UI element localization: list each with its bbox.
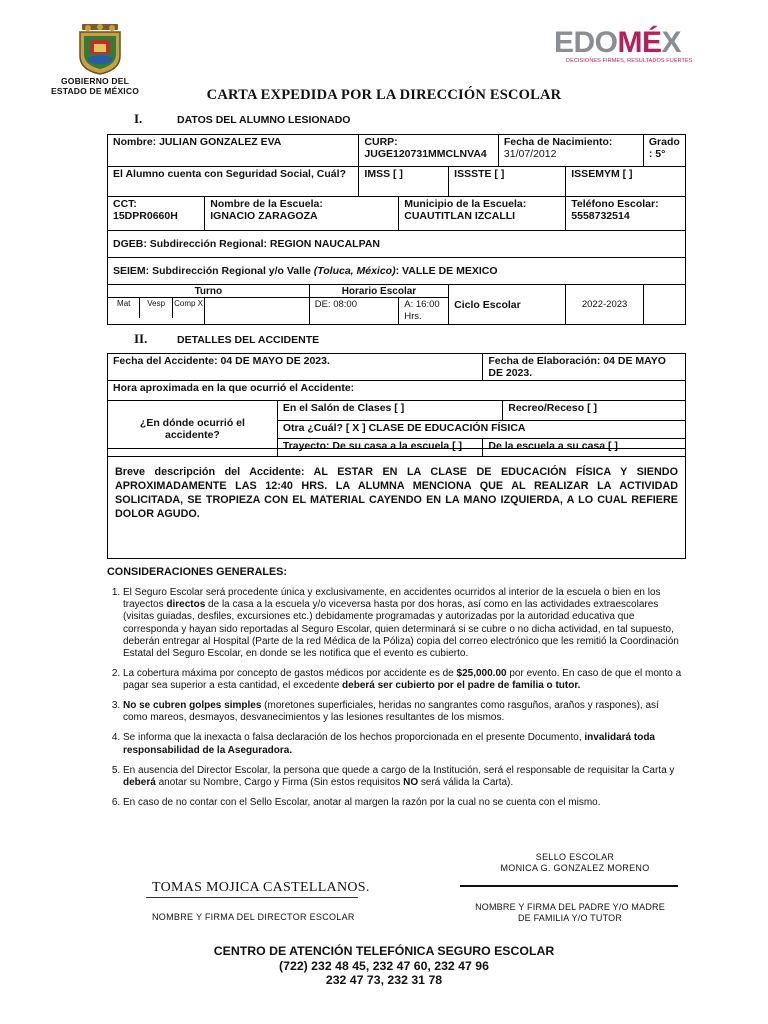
municipality-cell: Municipio de la Escuela: CUAUTITLAN IZCALLI [399, 197, 566, 231]
issemym-option: ISSEMYM [ ] [566, 167, 686, 197]
classroom-option: En el Salón de Clases [ ] [277, 401, 502, 421]
section-1-number: I. [134, 111, 143, 126]
shift-mat: Mat [108, 298, 140, 318]
empty-cell [643, 285, 685, 325]
schedule-from: DE: 08:00 [309, 298, 399, 325]
grade-cell: Grado : 5° [643, 135, 685, 167]
considerations-list [106, 587, 686, 817]
director-signature-line [146, 897, 358, 898]
school-year-label: Ciclo Escolar [449, 285, 566, 325]
document-title: CARTA EXPEDIDA POR LA DIRECCIÓN ESCOLAR [206, 87, 562, 103]
cct-cell: CCT: 15DPR0660H [108, 197, 205, 231]
social-security-question: El Alumno cuenta con Seguridad Social, Cuál? [108, 167, 359, 197]
shift-header: Turno [108, 285, 310, 298]
section-2-title: DETALLES DEL ACCIDENTE [177, 334, 320, 346]
accident-date: Fecha del Accidente: 04 DE MAYO DE 2023. [108, 354, 483, 381]
shift-vesp: Vesp [140, 298, 172, 318]
government-name: GOBIERNO DEL ESTADO DE MÉXICO [50, 76, 140, 96]
schedule-header: Horario Escolar [309, 285, 448, 298]
consideration-2: 2. La cobertura máxima por concepto de gastos médicos por accidente es de $25,000.00 por evento. En caso de que el monto a pagar sea superior a esta cantidad, el excedente deberá ser cubierto por el padre de familia o tutor. [123, 668, 686, 692]
phone-center-footer: CENTRO DE ATENCIÓN TELEFÓNICA SEGURO ESCOLAR (722) 232 48 45, 232 47 60, 232 47 96 232 47 73, 232 31 78 [213, 944, 555, 987]
consideration-3: 3. No se cubren golpes simples (moretones superficiales, heridas no sangrantes como rasguños, araños y raspones), así como mareos, desmayos, desvanecimientos y las lesiones resultantes de los mismos. [123, 700, 686, 724]
accident-description: Breve descripción del Accidente: AL ESTAR EN LA CLASE DE EDUCACIÓN FÍSICA Y SIENDO APROXIMADAMENTE LAS 12:40 HRS. LA ALUMNA MENCIONA QUE AL REALIZAR LA ACTIVIDAD SOLICITADA, SE TROPIEZA CON EL MATERIAL CAYENDO EN LA MANO IZQUIERDA, A LO CUAL REFIERE DOLOR AGUDO. [107, 448, 686, 559]
other-location-option: Otra ¿Cuál? [ X ] CLASE DE EDUCACIÓN FÍSICA [277, 421, 685, 439]
birthdate-cell: Fecha de Nacimiento: 31/07/2012 [498, 135, 643, 167]
student-name: Nombre: JULIAN GONZALEZ EVA [108, 135, 359, 167]
recess-option: Recreo/Receso [ ] [503, 401, 686, 421]
director-name: TOMAS MOJICA CASTELLANOS. [152, 880, 370, 895]
school-year-value: 2022-2023 [566, 285, 644, 325]
state-seal-icon [72, 22, 128, 76]
parent-signature-label: NOMBRE Y FIRMA DEL PADRE Y/O MADRE DE FAMILIA Y/O TUTOR [475, 902, 665, 923]
curp-cell: CURP: JUGE120731MMCLNVA4 [359, 135, 498, 167]
student-data-table [107, 134, 686, 325]
consideration-5: 5. En ausencia del Director Escolar, la persona que quede a cargo de la Institución, será el responsable de requisitar la Carta y deberá anotar su Nombre, Cargo y Firma (Sin estos requisitos NO será válida la Carta). [123, 765, 686, 789]
imss-option: IMSS [ ] [359, 167, 449, 197]
edomex-tagline: DECISIONES FIRMES, RESULTADOS FUERTES [566, 58, 693, 64]
parent-signature-line [460, 885, 678, 887]
school-to-home-option: De la escuela a su casa [ ] [483, 439, 686, 457]
shift-comp: Comp X [174, 299, 203, 308]
director-signature-label: NOMBRE Y FIRMA DEL DIRECTOR ESCOLAR [152, 912, 355, 922]
school-name-cell: Nombre de la Escuela: IGNACIO ZARAGOZA [205, 197, 399, 231]
section-2-number: II. [134, 331, 148, 346]
school-phone-cell: Teléfono Escolar: 5558732514 [566, 197, 686, 231]
consideration-6: 6. En caso de no contar con el Sello Escolar, anotar al margen la razón por la cual no se cuenta con el mismo. [123, 797, 686, 809]
accident-details-table [107, 353, 686, 457]
accident-location-question: ¿En dónde ocurrió el accidente? [108, 401, 278, 457]
home-to-school-option: Trayecto: De su casa a la escuela [ ] [277, 439, 483, 457]
consideration-4: 4. Se informa que la inexacta o falsa declaración de los hechos proporcionada en el presente Documento, invalidará toda responsabilidad de la Aseguradora. [123, 732, 686, 756]
considerations-title: CONSIDERACIONES GENERALES: [107, 566, 287, 578]
schedule-to: A: 16:00 Hrs. [399, 298, 449, 325]
accident-time: Hora aproximada en la que ocurrió el Accidente: [108, 381, 686, 401]
school-seal-block: SELLO ESCOLAR MONICA G. GONZALEZ MORENO [500, 852, 650, 873]
seiem-row: SEIEM: Subdirección Regional y/o Valle (Toluca, México): VALLE DE MEXICO [108, 258, 686, 285]
consideration-1: 1. El Seguro Escolar será procedente única y exclusivamente, en accidentes ocurridos al interior de la escuela o bien en los trayectos directos de la casa a la escuela y/o viceversa hasta por dos horas, así como en las actividades extraescolares (visitas guiadas, desfiles, excursiones etc.) debidamente programadas y autorizadas por la autoridad educativa que corresponda y hayan sido reportadas al Seguro Escolar, quien determinará si se cubre o no dicha actividad, en tal supuesto, deberán entregar al Hospital (Parte de la red Médica de la Póliza) copia del correo electrónico que les remitió la Coordinación Estatal del Seguro Escolar, en donde se les notifica que el evento es cubierto. [123, 587, 686, 660]
elaboration-date: Fecha de Elaboración: 04 DE MAYO DE 2023. [483, 354, 686, 381]
section-1-title: DATOS DEL ALUMNO LESIONADO [177, 114, 351, 126]
issste-option: ISSSTE [ ] [449, 167, 566, 197]
edomex-logo: EDOMÉX [554, 26, 682, 59]
dgeb-row: DGEB: Subdirección Regional: REGION NAUCALPAN [108, 231, 686, 258]
